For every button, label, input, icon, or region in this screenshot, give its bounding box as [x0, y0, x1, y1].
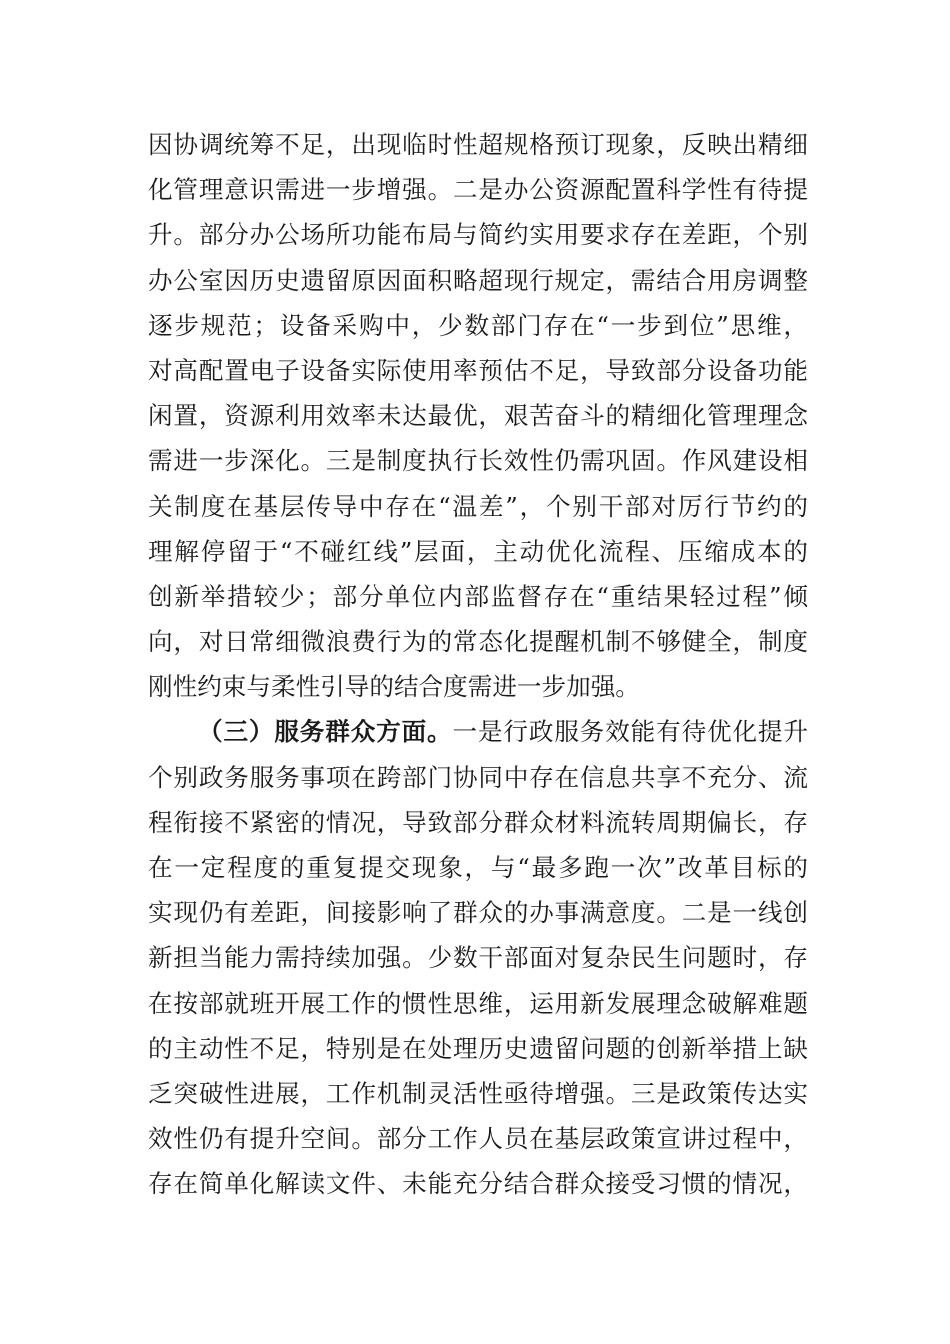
paragraph-line: 在一定程度的重复提交现象，与“最多跑一次”改革目标的 [148, 853, 808, 882]
paragraph-line: 乏突破性进展，工作机制灵活性亟待增强。三是政策传达实 [148, 1078, 808, 1108]
paragraph-line: 的主动性不足，特别是在处理历史遗留问题的创新举措上缺 [148, 1033, 808, 1063]
paragraph-line: 化管理意识需进一步增强。二是办公资源配置科学性有待提 [148, 175, 808, 205]
paragraph-line: 理解停留于“不碰红线”层面，主动优化流程、压缩成本的 [148, 536, 808, 566]
section-heading: （三）服务群众方面。 [198, 717, 453, 747]
section-first-line-text: 一是行政服务效能有待优化提升 [452, 717, 808, 747]
paragraph-line: 因协调统筹不足，出现临时性超规格预订现象，反映出精细 [148, 130, 808, 159]
paragraph-line: 创新举措较少；部分单位内部监督存在“重结果轻过程”倾 [148, 581, 808, 611]
paragraph-line: 刚性约束与柔性引导的结合度需进一步加强。 [148, 672, 640, 702]
paragraph-line: 向，对日常细微浪费行为的常态化提醒机制不够健全，制度 [148, 627, 808, 657]
paragraph-line: 升。部分办公场所功能布局与简约实用要求存在差距，个别 [148, 220, 808, 250]
paragraph-line: 效性仍有提升空间。部分工作人员在基层政策宣讲过程中， [148, 1124, 808, 1154]
body-text [148, 122, 808, 1207]
section-first-line [148, 709, 808, 754]
paragraph-line: 个别政务服务事项在跨部门协同中存在信息共享不充分、流 [148, 762, 808, 792]
paragraph-line: 关制度在基层传导中存在“温差”，个别干部对厉行节约的 [148, 491, 808, 521]
paragraph-line: 对高配置电子设备实际使用率预估不足，导致部分设备功能 [148, 355, 808, 385]
paragraph-line: 在按部就班开展工作的惯性思维，运用新发展理念破解难题 [148, 988, 808, 1018]
paragraph-line: 闲置，资源利用效率未达最优，艰苦奋斗的精细化管理理念 [148, 401, 808, 431]
paragraph-line: 实现仍有差距，间接影响了群众的办事满意度。二是一线创 [148, 898, 808, 928]
paragraph-line: 办公室因历史遗留原因面积略超现行规定，需结合用房调整 [148, 265, 808, 295]
paragraph-line: 逐步规范；设备采购中，少数部门存在“一步到位”思维， [148, 310, 808, 340]
paragraph-line: 新担当能力需持续加强。少数干部面对复杂民生问题时，存 [148, 943, 808, 973]
paragraph-line: 程衔接不紧密的情况，导致部分群众材料流转周期偏长，存 [148, 807, 808, 837]
paragraph-line: 存在简单化解读文件、未能充分结合群众接受习惯的情况， [148, 1169, 808, 1199]
paragraph-line: 需进一步深化。三是制度执行长效性仍需巩固。作风建设相 [148, 446, 808, 476]
